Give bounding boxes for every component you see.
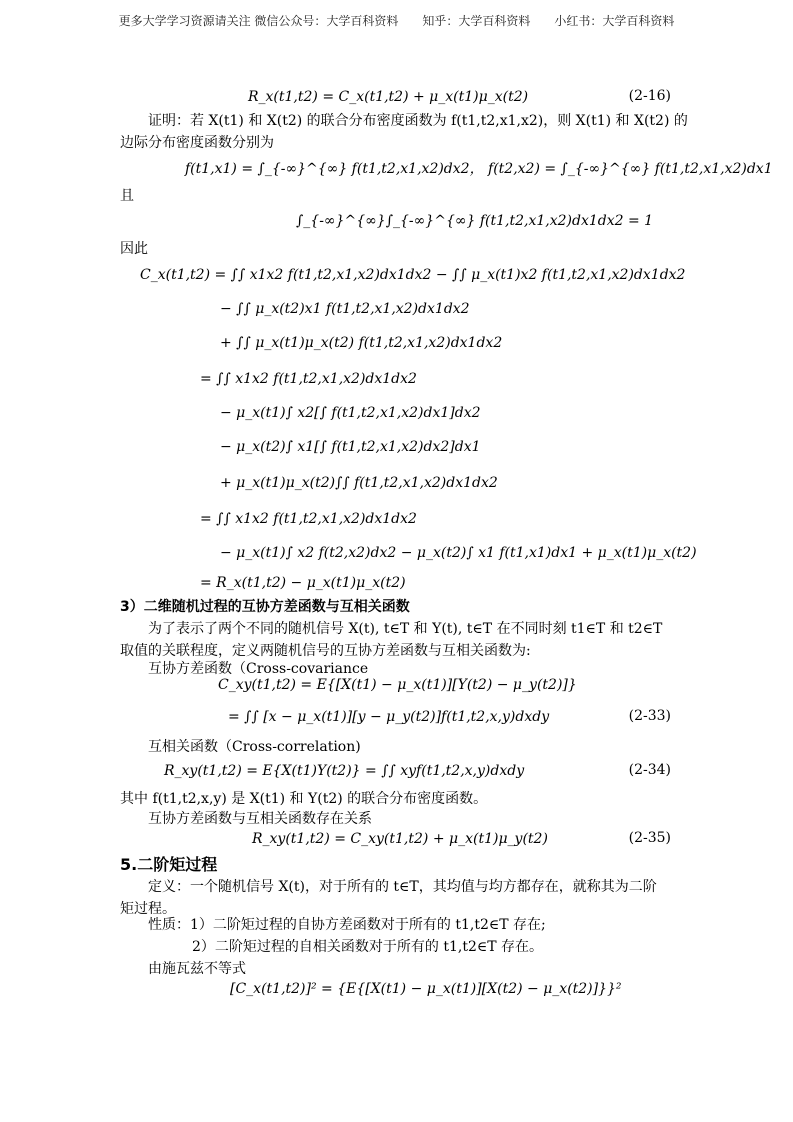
cross-correlation-eq: R_xy(t1,t2) = E{X(t1)Y(t2)} = ∫∫ xyf(t1,t2,x,y)dxdy: [164, 763, 525, 779]
and-word: 且: [120, 188, 134, 204]
section-3-line-2: 取值的关联程度，定义两随机信号的互协方差函数与互相关函数为:: [120, 643, 531, 659]
derivation-line-3: + ∫∫ μ_x(t1)μ_x(t2) f(t1,t2,x1,x2)dx1dx2: [220, 335, 503, 351]
property-1: 性质：1）二阶矩过程的自协方差函数对于所有的 t1,t2∈T 存在;: [148, 917, 546, 933]
section-5-title: 5.二阶矩过程: [120, 855, 218, 874]
property-2: 2）二阶矩过程的自相关函数对于所有的 t1,t2∈T 存在。: [192, 939, 544, 955]
derivation-line-8: = ∫∫ x1x2 f(t1,t2,x1,x2)dx1dx2: [200, 511, 417, 527]
proof-line-1: 证明：若 X(t1) 和 X(t2) 的联合分布密度函数为 f(t1,t2,x1,x2)，则 X(t1) 和 X(t2) 的: [148, 113, 688, 129]
schwarz-line: 由施瓦兹不等式: [148, 961, 246, 977]
where-line: 其中 f(t1,t2,x,y) 是 X(t1) 和 Y(t2) 的联合分布密度函数。: [120, 791, 488, 807]
equation-number-2-16: (2-16): [628, 88, 671, 104]
schwarz-equation: [C_x(t1,t2)]² = {E{[X(t1) − μ_x(t1)][X(t2) − μ_x(t2)]}}²: [230, 981, 622, 997]
cross-correlation-label: 互相关函数（Cross-correlation): [148, 739, 361, 755]
equation-2-16: R_x(t1,t2) = C_x(t1,t2) + μ_x(t1)μ_x(t2): [248, 89, 529, 105]
derivation-line-10: = R_x(t1,t2) − μ_x(t1)μ_x(t2): [200, 575, 406, 591]
cross-covariance-label: 互协方差函数（Cross-covariance: [148, 661, 369, 677]
derivation-line-1: C_x(t1,t2) = ∫∫ x1x2 f(t1,t2,x1,x2)dx1dx2 − ∫∫ μ_x(t1)x2 f(t1,t2,x1,x2)dx1dx2: [140, 267, 686, 283]
page-header: 更多大学学习资源请关注 微信公众号：大学百科资料 知乎：大学百科资料 小红书：大学百科资料: [118, 14, 675, 28]
proof-line-2: 边际分布密度函数分别为: [120, 135, 274, 151]
equation-2-35: R_xy(t1,t2) = C_xy(t1,t2) + μ_x(t1)μ_y(t2): [252, 831, 548, 847]
marginal-densities: f(t1,x1) = ∫_{-∞}^{∞} f(t1,t2,x1,x2)dx2， f(t2,x2) = ∫_{-∞}^{∞} f(t1,t2,x1,x2)dx1: [185, 161, 773, 177]
equation-number-2-33: (2-33): [628, 708, 671, 724]
normalization-equation: ∫_{-∞}^{∞}∫_{-∞}^{∞} f(t1,t2,x1,x2)dx1dx2 = 1: [296, 213, 654, 229]
equation-number-2-34: (2-34): [628, 762, 671, 778]
definition-line-2: 矩过程。: [120, 901, 176, 917]
derivation-line-9: − μ_x(t1)∫ x2 f(t2,x2)dx2 − μ_x(t2)∫ x1 f(t1,x1)dx1 + μ_x(t1)μ_x(t2): [220, 545, 697, 561]
equation-number-2-35: (2-35): [628, 830, 671, 846]
section-3-title: 3）二维随机过程的互协方差函数与互相关函数: [120, 599, 410, 615]
therefore-word: 因此: [120, 241, 148, 257]
derivation-line-7: + μ_x(t1)μ_x(t2)∫∫ f(t1,t2,x1,x2)dx1dx2: [220, 475, 498, 491]
derivation-line-2: − ∫∫ μ_x(t2)x1 f(t1,t2,x1,x2)dx1dx2: [220, 301, 470, 317]
relation-line: 互协方差函数与互相关函数存在关系: [148, 811, 372, 827]
definition-line-1: 定义：一个随机信号 X(t)，对于所有的 t∈T，其均值与均方都存在，就称其为二阶: [148, 879, 657, 895]
cross-covariance-eq-b: = ∫∫ [x − μ_x(t1)][y − μ_y(t2)]f(t1,t2,x,y)dxdy: [228, 709, 550, 725]
section-3-line-1: 为了表示了两个不同的随机信号 X(t), t∈T 和 Y(t), t∈T 在不同时刻 t1∈T 和 t2∈T: [148, 621, 663, 637]
derivation-line-6: − μ_x(t2)∫ x1[∫ f(t1,t2,x1,x2)dx2]dx1: [220, 439, 481, 455]
cross-covariance-eq-a: C_xy(t1,t2) = E{[X(t1) − μ_x(t1)][Y(t2) − μ_y(t2)]}: [218, 677, 577, 693]
derivation-line-4: = ∫∫ x1x2 f(t1,t2,x1,x2)dx1dx2: [200, 371, 417, 387]
derivation-line-5: − μ_x(t1)∫ x2[∫ f(t1,t2,x1,x2)dx1]dx2: [220, 405, 481, 421]
